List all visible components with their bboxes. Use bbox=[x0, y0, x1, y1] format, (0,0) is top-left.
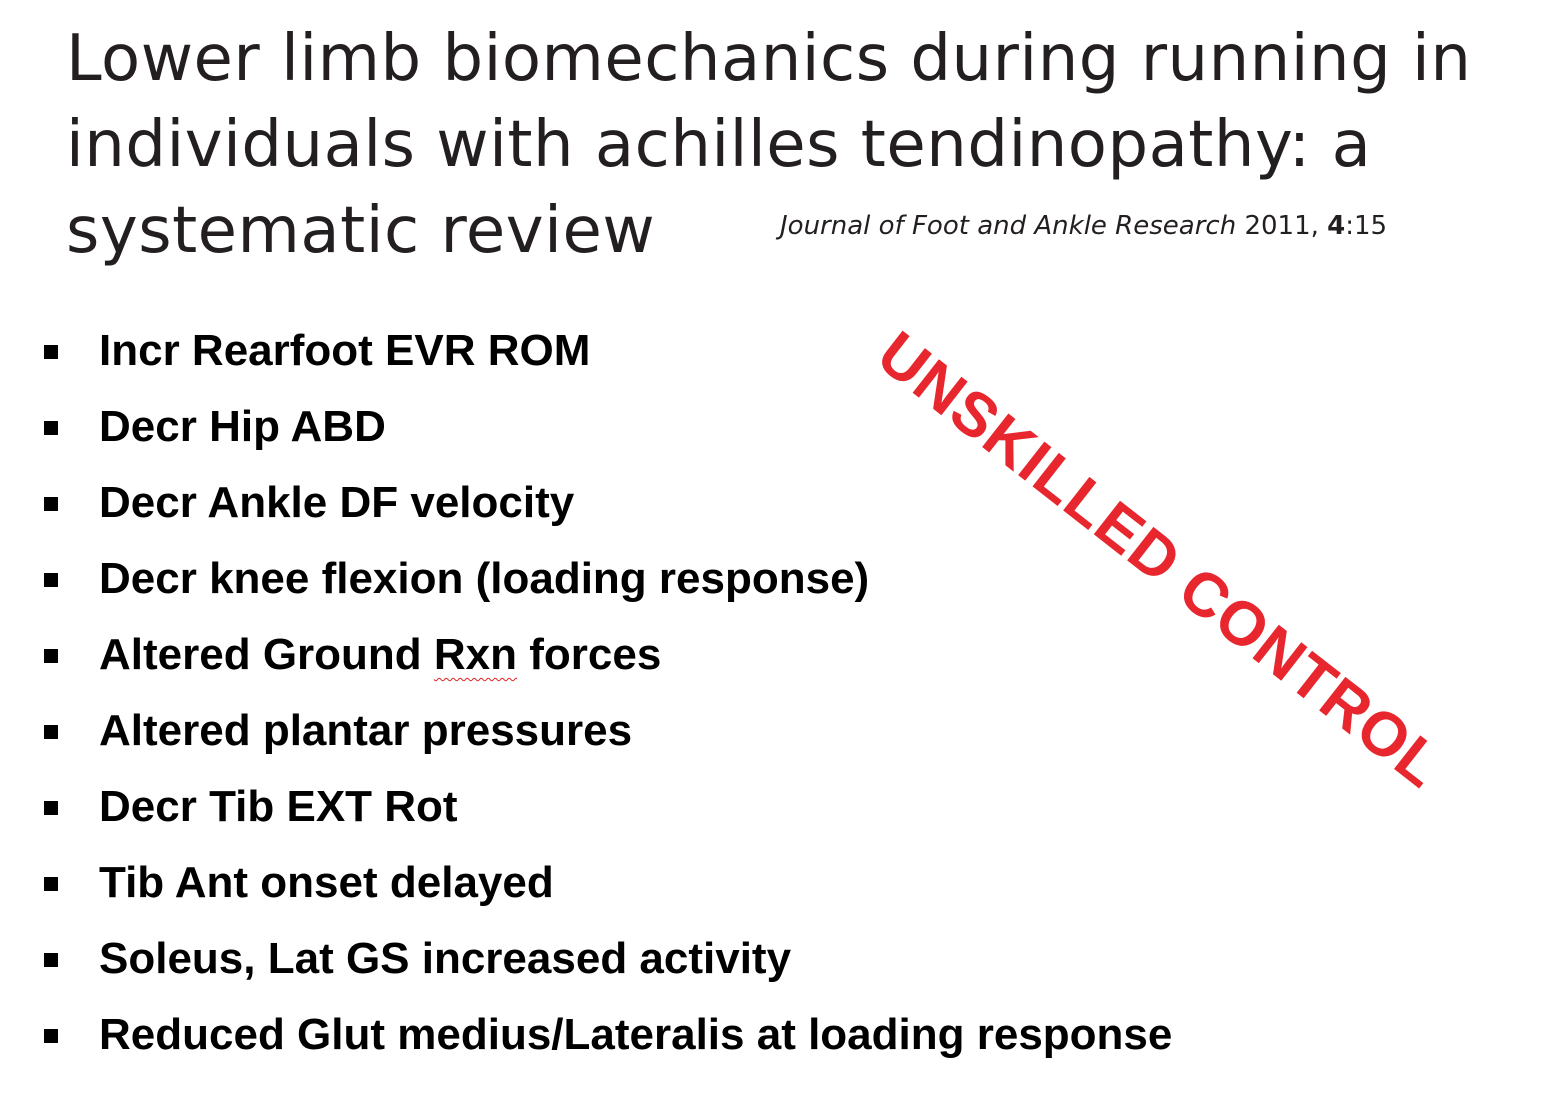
square-bullet-icon bbox=[44, 877, 58, 891]
square-bullet-icon bbox=[44, 573, 58, 587]
list-item-text: Altered plantar pressures bbox=[99, 706, 633, 755]
square-bullet-icon bbox=[44, 953, 58, 967]
list-item-text: Reduced Glut medius/Lateralis at loading response bbox=[99, 1010, 1173, 1059]
title-line-1: Lower limb biomechanics during running in bbox=[66, 22, 1472, 96]
list-item-text: Decr Tib EXT Rot bbox=[99, 782, 458, 831]
list-item-text: Decr Ankle DF velocity bbox=[99, 478, 575, 527]
list-item-text-part: forces bbox=[517, 630, 662, 679]
square-bullet-icon bbox=[44, 1029, 58, 1043]
list-item-text: Decr Hip ABD bbox=[99, 402, 386, 451]
citation-volume: 4 bbox=[1327, 211, 1346, 241]
list-item-text: Tib Ant onset delayed bbox=[99, 858, 554, 907]
list-item-text-part: Altered Ground bbox=[99, 630, 434, 679]
square-bullet-icon bbox=[44, 421, 58, 435]
list-item-text: Decr knee flexion (loading response) bbox=[99, 554, 870, 603]
square-bullet-icon bbox=[44, 649, 58, 663]
list-item-text bbox=[99, 626, 661, 684]
square-bullet-icon bbox=[44, 497, 58, 511]
square-bullet-icon bbox=[44, 725, 58, 739]
journal-citation bbox=[780, 208, 1387, 244]
unskilled-control-stamp: UNSKILLED CONTROL bbox=[864, 318, 1456, 802]
square-bullet-icon bbox=[44, 801, 58, 815]
citation-page: :15 bbox=[1345, 211, 1388, 241]
journal-name: Journal of Foot and Ankle Research bbox=[780, 211, 1237, 241]
title-line-2: individuals with achilles tendinopathy: a bbox=[66, 108, 1372, 182]
spellcheck-flagged-word: Rxn bbox=[433, 630, 518, 679]
list-item-text: Soleus, Lat GS increased activity bbox=[99, 934, 792, 983]
square-bullet-icon bbox=[44, 345, 58, 359]
list-item-text: Incr Rearfoot EVR ROM bbox=[99, 326, 591, 375]
citation-year: 2011, bbox=[1244, 211, 1319, 241]
title-line-3: systematic review bbox=[66, 194, 656, 268]
